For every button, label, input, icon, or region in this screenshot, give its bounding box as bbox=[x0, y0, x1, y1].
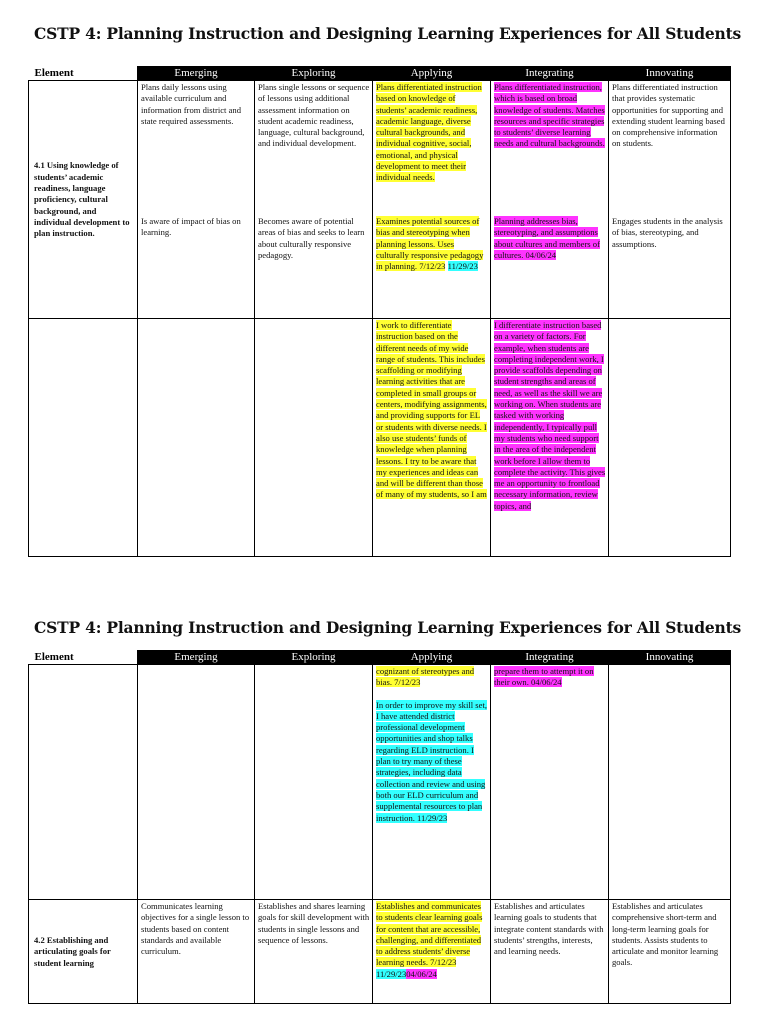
page-title: CSTP 4: Planning Instruction and Designing Learning Experiences for All Students bbox=[34, 618, 742, 637]
header-emerging: Emerging bbox=[138, 651, 255, 665]
spacer bbox=[376, 689, 488, 700]
exploring-cell: Establishes and shares learning goals for skill development with students in single lessons and sequence of lessons. bbox=[255, 900, 373, 1004]
descriptor-text: Plans daily lessons using available curriculum and information from district and state required assessments. bbox=[141, 82, 241, 126]
rubric-table bbox=[28, 650, 731, 1004]
rubric-table bbox=[28, 66, 731, 557]
applying-cell bbox=[373, 900, 491, 1004]
rubric-header-row bbox=[29, 67, 731, 81]
header-exploring: Exploring bbox=[255, 651, 373, 665]
element-cell: 4.1 Using knowledge of students’ academic readiness, language proficiency, cultural background, and individual development to plan instruction. bbox=[29, 81, 138, 319]
highlighted-text: Plans differentiated instruction, which is based on broad knowledge of students. Matches resources and specific strategies to students’ diverse learning needs and cultural backgrounds. bbox=[494, 82, 605, 149]
header-integrating: Integrating bbox=[491, 651, 609, 665]
innovating-cell: Establishes and articulates comprehensive short-term and long-term learning goals for students. Assists students to articulate and monitor learning goals. bbox=[609, 900, 731, 1004]
header-element: Element bbox=[29, 67, 138, 81]
reflection-text: I work to differentiate instruction based on the different needs of my wide range of students. This includes scaffolding or modifying learning activities that are completed in small groups or centers, modifying assignments, and providing supports for EL or students with diverse needs. I also use students’ funds of knowledge when planning lessons. I try to be aware that my experiences and ideas can and will be different than those of many of my students, so I am bbox=[376, 320, 487, 500]
element-cell: 4.2 Establishing and articulating goals for student learning bbox=[29, 900, 138, 1004]
header-exploring: Exploring bbox=[255, 67, 373, 81]
header-element: Element bbox=[29, 651, 138, 665]
descriptor-text: Plans differentiated instruction that provides systematic opportunities for supporting and extending student learning based on comprehensive information on students. bbox=[612, 82, 725, 149]
exploring-cell bbox=[255, 319, 373, 557]
applying-cell bbox=[373, 81, 491, 319]
header-innovating: Innovating bbox=[609, 67, 731, 81]
descriptor-text: Plans single lessons or sequence of lessons using additional assessment information on student academic readiness, language, cultural background, and individual development. bbox=[258, 82, 370, 149]
table-row bbox=[29, 665, 731, 900]
header-applying: Applying bbox=[373, 651, 491, 665]
descriptor-block bbox=[494, 82, 606, 216]
header-innovating: Innovating bbox=[609, 651, 731, 665]
table-row bbox=[29, 81, 731, 319]
descriptor-text: Becomes aware of potential areas of bias and seeks to learn about culturally responsive pedagogy. bbox=[258, 216, 365, 260]
highlighted-text: Planning addresses bias, stereotyping, and assumptions about cultures and members of cultures. 04/06/24 bbox=[494, 216, 600, 260]
date-highlight: 11/29/23 bbox=[447, 261, 478, 272]
header-applying: Applying bbox=[373, 67, 491, 81]
highlighted-text: prepare them to attempt it on their own. 04/06/24 bbox=[494, 666, 594, 688]
integrating-cell bbox=[491, 319, 609, 557]
emerging-cell bbox=[138, 319, 255, 557]
applying-cell bbox=[373, 319, 491, 557]
date-highlight: 04/06/24 bbox=[406, 968, 437, 979]
reflection-text: I differentiate instruction based on a variety of factors. For example, when students are completing independent work, I provide scaffolds depending on student strengths and areas of need, as well as the skill we are working on. When students are tasked with working independently, I typically pull my students who need support in the area of the independent work before I allow them to complete the activity. This gives me an opportunity to frontload necessary information, review topics, and bbox=[494, 320, 606, 511]
descriptor-block bbox=[376, 82, 488, 216]
descriptor-text: Is aware of impact of bias on learning. bbox=[141, 216, 241, 238]
emerging-cell: Communicates learning objectives for a single lesson to students based on content standards and available curriculum. bbox=[138, 900, 255, 1004]
descriptor-block bbox=[376, 700, 488, 824]
highlighted-text: Examines potential sources of bias and stereotyping when planning lessons. Uses culturally responsive pedagogy in planning. 7/12/23 bbox=[376, 216, 484, 272]
emerging-cell bbox=[138, 81, 255, 319]
exploring-cell bbox=[255, 665, 373, 900]
exploring-cell bbox=[255, 81, 373, 319]
innovating-cell bbox=[609, 319, 731, 557]
rubric-header-row bbox=[29, 651, 731, 665]
integrating-cell: Establishes and articulates learning goals to students that integrate content standards with students’ strengths, interests, and learning needs. bbox=[491, 900, 609, 1004]
innovating-cell bbox=[609, 81, 731, 319]
descriptor-block bbox=[376, 216, 488, 272]
table-row bbox=[29, 319, 731, 557]
header-emerging: Emerging bbox=[138, 67, 255, 81]
element-cell bbox=[29, 319, 138, 557]
highlighted-text: cognizant of stereotypes and bias. 7/12/23 bbox=[376, 666, 475, 688]
descriptor-block bbox=[376, 666, 488, 689]
element-cell bbox=[29, 665, 138, 900]
innovating-cell bbox=[609, 665, 731, 900]
header-integrating: Integrating bbox=[491, 67, 609, 81]
descriptor-text: Engages students in the analysis of bias, stereotyping, and assumptions. bbox=[612, 216, 723, 249]
highlighted-text: Establishes and communicates to students clear learning goals for content that are accessible, challenging, and differentiated to address students’ diverse learning needs. 7/12/23 bbox=[376, 901, 483, 968]
date-highlight: 11/29/23 bbox=[376, 968, 407, 979]
highlighted-text: Plans differentiated instruction based on knowledge of students’ academic readiness, academic language, diverse cultural backgrounds, and individual cognitive, social, emotional, and physical development to meet their individual needs. bbox=[376, 82, 482, 183]
emerging-cell bbox=[138, 665, 255, 900]
table-row bbox=[29, 900, 731, 1004]
integrating-cell bbox=[491, 81, 609, 319]
highlighted-text: In order to improve my skill set, I have attended district professional development opportunities and shop talks regarding ELD instruction. I plan to try many of these strategies, including data collection and review and using both our ELD curriculum and supplemental resources to plan instruction. 11/29/23 bbox=[376, 699, 487, 823]
applying-cell bbox=[373, 665, 491, 900]
document-page-2 bbox=[0, 600, 768, 1024]
integrating-cell bbox=[491, 665, 609, 900]
page-title: CSTP 4: Planning Instruction and Designing Learning Experiences for All Students bbox=[34, 24, 742, 43]
descriptor-block bbox=[494, 216, 606, 261]
